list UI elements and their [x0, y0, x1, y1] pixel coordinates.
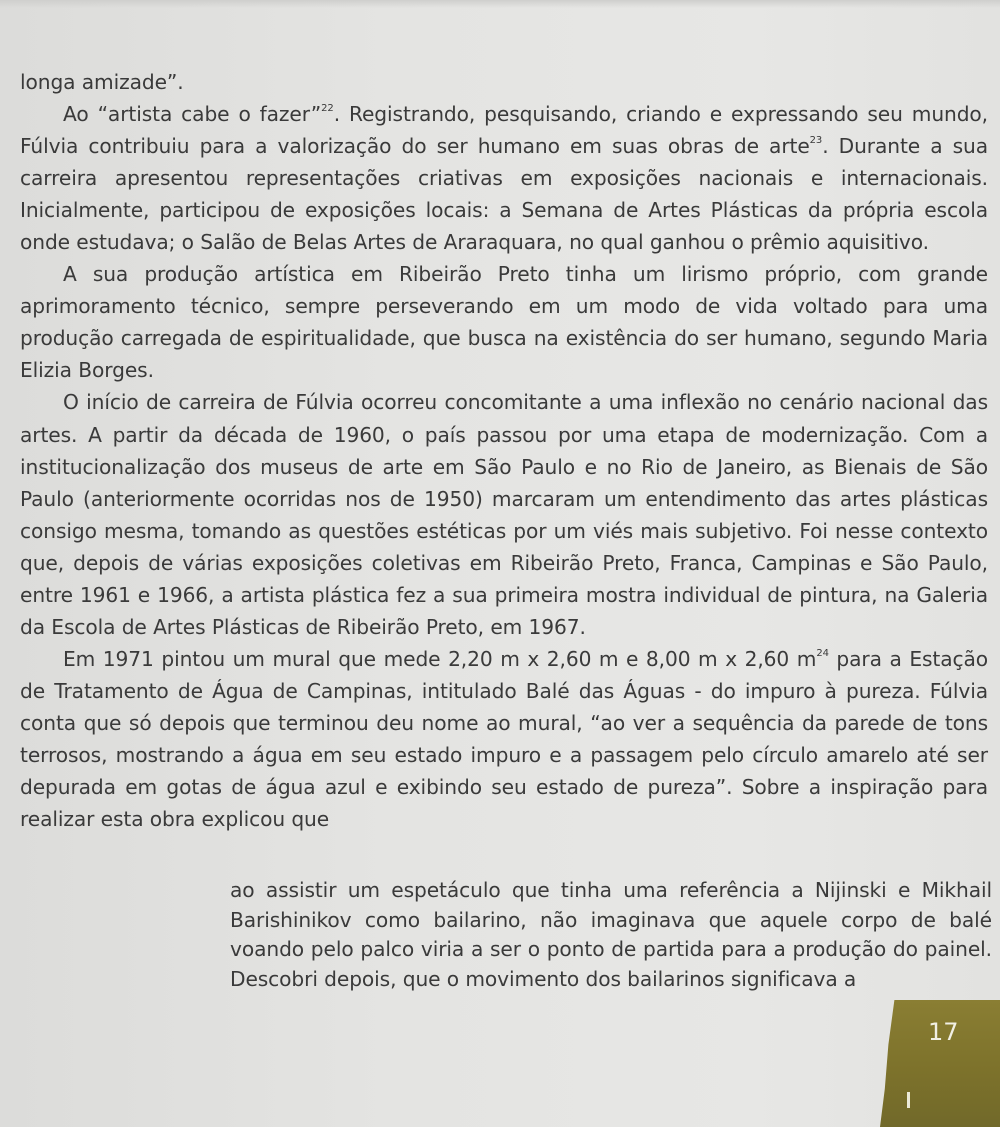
page-number: 17 — [928, 1018, 959, 1046]
footnote-marker-23: 23 — [809, 135, 823, 147]
paragraph-5-text-b: para a Estação de Tratamento de Água de Campinas, intitulado Balé das Águas - do impuro à pureza. Fúlvia conta que só depois que terminou deu nome ao mural, “ao ver a sequência da parede de tons terrosos, mostrando a água em seu estado impuro e a passagem pelo círculo amarelo até ser depurada em gotas de água azul e exibindo seu estado de pureza”. Sobre a inspiração para realizar esta obra explicou que — [20, 646, 988, 832]
paragraph-4-text: O início de carreira de Fúlvia ocorreu concomitante a uma inflexão no cenário nacional das artes. A partir da década de 1960, o país passou por uma etapa de modernização. Com a institucionalização dos museus de arte em São Paulo e no Rio de Janeiro, as Bienais de São Paulo (anteriormente ocorridas nos de 1950) marcaram um entendimento das artes plásticas consigo mesma, tomando as questões estéticas por um viés mais subjetivo. Foi nesse contexto que, depois de várias exposições coletivas em Ribeirão Preto, Franca, Campinas e São Paulo, entre 1961 e 1966, a artista plástica fez a sua primeira mostra individual de pintura, na Galeria da Escola de Artes Plásticas de Ribeirão Preto, em 1967. — [20, 390, 988, 639]
paragraph-3 — [20, 258, 988, 386]
body-text — [20, 66, 988, 835]
paragraph-4 — [20, 386, 988, 642]
block-quote-text: ao assistir um espetáculo que tinha uma referência a Nijinski e Mikhail Barishinikov como bailarino, não imaginava que aquele corpo de balé voando pelo palco viria a ser o ponto de partida para a produção do painel. Descobri depois, que o movimento dos bailarinos significava a — [230, 878, 992, 991]
paragraph-1-text: longa amizade”. — [20, 70, 184, 94]
footnote-marker-22: 22 — [321, 103, 334, 115]
block-quote — [230, 876, 992, 994]
paragraph-5 — [20, 643, 988, 835]
paragraph-2 — [20, 98, 988, 258]
tab-mark — [907, 1092, 910, 1108]
footnote-marker-24: 24 — [816, 647, 829, 659]
paragraph-2-text-c: . Durante a sua carreira apresentou representações criativas em exposições nacionais e internacionais. Inicialmente, participou de exposições locais: a Semana de Artes Plásticas da própria escola onde estudava; o Salão de Belas Artes de Araraquara, no qual ganhou o prêmio aquisitivo. — [20, 134, 988, 255]
page-top-shadow — [0, 0, 1000, 8]
paragraph-2-text-b: . Registrando, pesquisando, criando e expressando seu mundo, Fúlvia contribuiu para a valorização do ser humano em suas obras de arte — [20, 102, 988, 159]
paragraph-1 — [20, 66, 988, 98]
paragraph-3-text: A sua produção artística em Ribeirão Preto tinha um lirismo próprio, com grande aprimoramento técnico, sempre perseverando em um modo de vida voltado para uma produção carregada de espiritualidade, que busca na existência do ser humano, segundo Maria Elizia Borges. — [20, 262, 988, 383]
paragraph-2-text-a: Ao “artista cabe o fazer” — [63, 102, 322, 127]
paragraph-5-text-a: Em 1971 pintou um mural que mede 2,20 m x 2,60 m e 8,00 m x 2,60 m — [63, 646, 817, 671]
